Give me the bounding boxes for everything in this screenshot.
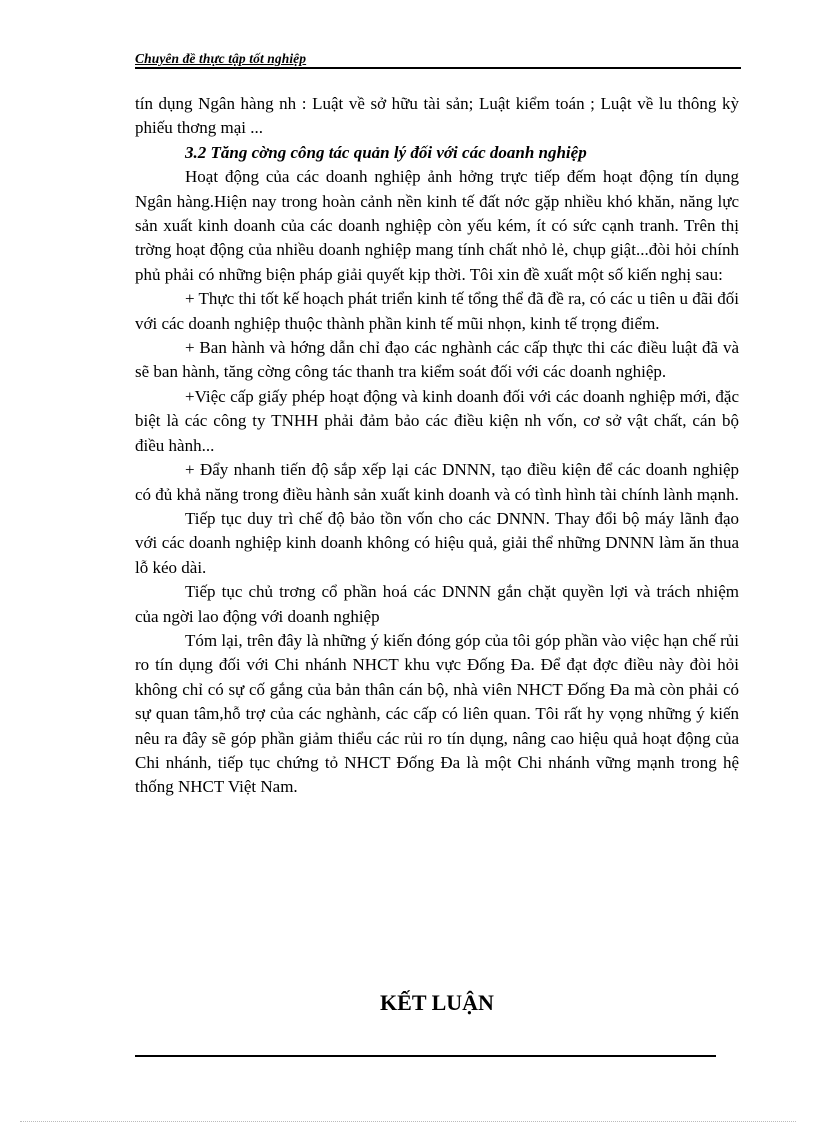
- paragraph-capital-preservation: Tiếp tục duy trì chế độ bảo tồn vốn cho các DNNN. Thay đổi bộ máy lãnh đạo với các doanh nghiệp kinh doanh không có hiệu quả, giải thể những DNNN làm ăn thua lỗ kéo dài.: [135, 508, 739, 577]
- header-title: Chuyên đề thực tập tốt nghiệp: [135, 51, 307, 66]
- page-header: [135, 50, 741, 69]
- footer-divider: [135, 1055, 716, 1057]
- paragraph-equitization: Tiếp tục chủ trơng cổ phần hoá các DNNN gắn chặt quyền lợi và trách nhiệm của ngời lao động với doanh nghiệp: [135, 582, 739, 626]
- paragraph-recommendation-3: +Việc cấp giấy phép hoạt động và kinh doanh đối với các doanh nghiệp mới, đặc biệt là các công ty TNHH phải đảm bảo các điều kiện nh vốn, cơ sở vật chất, cán bộ điều hành...: [135, 386, 739, 455]
- paragraph-intro: Hoạt động của các doanh nghiệp ảnh hởng trực tiếp đếm hoạt động tín dụng Ngân hàng.Hiện nay trong hoàn cảnh nền kinh tế đất nớc gặp nhiều khó khăn, năng lực sản xuất kinh doanh của các doanh nghiệp còn yếu kém, ít có sức cạnh tranh. Trên thị trờng hoạt động của nhiều doanh nghiệp mang tính chất nhỏ lẻ, chụp giật...đòi hỏi chính phủ phải có những biện pháp giải quyết kịp thời. Tôi xin đề xuất một số kiến nghị sau:: [135, 167, 739, 284]
- paragraph-continuation: tín dụng Ngân hàng nh : Luật về sở hữu tài sản; Luật kiểm toán ; Luật về lu thông kỳ phiếu thơng mại ...: [135, 94, 739, 138]
- document-body: [135, 92, 739, 800]
- section-heading: 3.2 Tăng cờng công tác quản lý đối với các doanh nghiệp: [185, 142, 587, 162]
- paragraph-recommendation-1: + Thực thi tốt kế hoạch phát triển kinh tế tổng thể đã đề ra, có các u tiên u đãi đối với các doanh nghiệp thuộc thành phần kinh tế mũi nhọn, kinh tế trọng điểm.: [135, 289, 739, 333]
- paragraph-recommendation-4: + Đẩy nhanh tiến độ sắp xếp lại các DNNN, tạo điều kiện để các doanh nghiệp có đủ khả năng trong điều hành sản xuất kinh doanh và có tình hình tài chính lành mạnh.: [135, 460, 739, 504]
- paragraph-summary: Tóm lại, trên đây là những ý kiến đóng góp của tôi góp phần vào việc hạn chế rủi ro tín dụng đối với Chi nhánh NHCT khu vực Đống Đa. Để đạt đợc điều này đòi hỏi không chỉ có sự cố gắng của bản thân cán bộ, nhà viên NHCT Đống Đa mà còn phải có sự quan tâm,hỗ trợ của các nghành, các cấp có liên quan. Tôi rất hy vọng những ý kiến nêu ra đây sẽ góp phần giảm thiểu các rủi ro tín dụng, nâng cao hiệu quả hoạt động của Chi nhánh, tiếp tục chứng tỏ NHCT Đống Đa là một Chi nhánh vững mạnh trong hệ thống NHCT Việt Nam.: [135, 630, 739, 797]
- page-bottom-edge: [20, 1121, 796, 1122]
- paragraph-recommendation-2: + Ban hành và hớng dẫn chỉ đạo các nghành các cấp thực thi các điều luật đã và sẽ ban hành, tăng cờng công tác thanh tra kiểm soát đối với các doanh nghiệp.: [135, 338, 739, 382]
- conclusion-heading: KẾT LUẬN: [380, 990, 494, 1015]
